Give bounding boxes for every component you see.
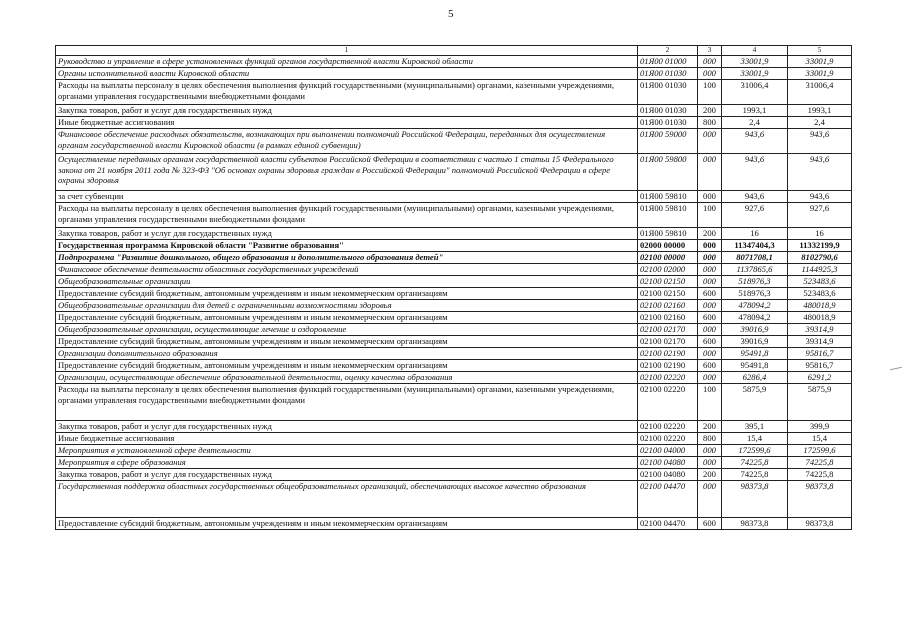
row-amount-1-cell: 478094,2 [722, 312, 788, 324]
row-code-cell: 01Я00 59810 [638, 191, 698, 203]
row-amount-1-cell: 518976,3 [722, 276, 788, 288]
row-code-cell: 02100 02150 [638, 288, 698, 300]
header-col-1: 1 [56, 46, 638, 56]
row-amount-1-cell: 478094,2 [722, 300, 788, 312]
table-row [56, 56, 852, 68]
row-amount-2-cell: 98373,8 [788, 518, 852, 530]
row-amount-2-cell: 943,6 [788, 191, 852, 203]
row-amount-1-cell: 2,4 [722, 117, 788, 129]
table-row [56, 80, 852, 105]
row-code-cell: 02100 02160 [638, 312, 698, 324]
table-row [56, 457, 852, 469]
row-name-cell: Осуществление переданных органам государственной власти субъектов Российской Федерации в соответствии с частью 1 статьи 15 Федерального закона от 21 ноября 2011 года № 323-ФЗ "Об основах охраны здоровья граждан в Российской Федерации" полномочий Российской Федерации в сфере охраны здоровья [56, 154, 638, 191]
row-amount-2-cell: 480018,9 [788, 312, 852, 324]
row-amount-1-cell: 943,6 [722, 129, 788, 154]
row-vr-cell: 000 [698, 56, 722, 68]
page-number: 5 [448, 8, 454, 20]
row-name-cell: Подпрограмма "Развитие дошкольного, общего образования и дополнительного образования детей" [56, 252, 638, 264]
row-code-cell: 02100 02190 [638, 360, 698, 372]
row-name-cell: Закупка товаров, работ и услуг для государственных нужд [56, 421, 638, 433]
row-code-cell: 01Я00 59810 [638, 228, 698, 240]
row-code-cell: 02100 02150 [638, 276, 698, 288]
row-name-cell: Организации дополнительного образования [56, 348, 638, 360]
row-vr-cell: 000 [698, 68, 722, 80]
row-code-cell: 01Я00 01030 [638, 105, 698, 117]
row-vr-cell: 200 [698, 421, 722, 433]
header-col-4: 4 [722, 46, 788, 56]
row-amount-1-cell: 518976,3 [722, 288, 788, 300]
row-code-cell: 02100 04080 [638, 457, 698, 469]
table-row [56, 252, 852, 264]
table-row [56, 481, 852, 518]
row-amount-2-cell: 8102790,6 [788, 252, 852, 264]
row-code-cell: 02100 04000 [638, 445, 698, 457]
row-amount-1-cell: 172599,6 [722, 445, 788, 457]
row-code-cell: 01Я00 01030 [638, 68, 698, 80]
row-code-cell: 01Я00 01030 [638, 80, 698, 105]
row-name-cell: Расходы на выплаты персоналу в целях обеспечения выполнения функций государственными (муниципальными) органами, казенными учреждениями, органами управления государственными внебюджетными фондами [56, 203, 638, 228]
row-amount-1-cell: 15,4 [722, 433, 788, 445]
row-name-cell: Мероприятия в сфере образования [56, 457, 638, 469]
table-row [56, 300, 852, 312]
row-amount-1-cell: 39016,9 [722, 336, 788, 348]
row-amount-1-cell: 74225,8 [722, 457, 788, 469]
row-name-cell: Государственная поддержка областных государственных общеобразовательных организаций, обеспечивающих высокое качество образования [56, 481, 638, 518]
row-amount-1-cell: 74225,8 [722, 469, 788, 481]
table-row [56, 324, 852, 336]
table-row [56, 129, 852, 154]
header-col-3: 3 [698, 46, 722, 56]
row-vr-cell: 100 [698, 384, 722, 421]
row-code-cell: 02100 02190 [638, 348, 698, 360]
row-code-cell: 02100 02170 [638, 336, 698, 348]
row-vr-cell: 000 [698, 481, 722, 518]
row-vr-cell: 800 [698, 117, 722, 129]
row-vr-cell: 600 [698, 518, 722, 530]
row-name-cell: Предоставление субсидий бюджетным, автономным учреждениям и иным некоммерческим организациям [56, 518, 638, 530]
row-amount-1-cell: 95491,8 [722, 348, 788, 360]
row-name-cell: Финансовое обеспечение расходных обязательств, возникающих при выполнении полномочий Российской Федерации, переданных для осуществления органам государственной власти Кировской области (в рамках единой субвенции) [56, 129, 638, 154]
row-code-cell: 02100 04470 [638, 518, 698, 530]
row-code-cell: 02100 00000 [638, 252, 698, 264]
table-row [56, 154, 852, 191]
row-code-cell: 02100 02220 [638, 433, 698, 445]
row-name-cell: Иные бюджетные ассигнования [56, 433, 638, 445]
row-code-cell: 01Я00 01030 [638, 117, 698, 129]
row-amount-2-cell: 172599,6 [788, 445, 852, 457]
table-row [56, 312, 852, 324]
row-amount-2-cell: 95816,7 [788, 360, 852, 372]
row-name-cell: за счет субвенции [56, 191, 638, 203]
row-amount-1-cell: 95491,8 [722, 360, 788, 372]
row-amount-1-cell: 6286,4 [722, 372, 788, 384]
row-amount-2-cell: 74225,8 [788, 457, 852, 469]
row-name-cell: Расходы на выплаты персоналу в целях обеспечения выполнения функций государственными (муниципальными) органами, казенными учреждениями, органами управления государственными внебюджетными фондами [56, 384, 638, 421]
table-row [56, 105, 852, 117]
row-name-cell: Общеобразовательные организации, осуществляющие лечение и оздоровление [56, 324, 638, 336]
row-name-cell: Предоставление субсидий бюджетным, автономным учреждениям и иным некоммерческим организациям [56, 288, 638, 300]
table-row [56, 117, 852, 129]
header-col-2: 2 [638, 46, 698, 56]
row-name-cell: Предоставление субсидий бюджетным, автономным учреждениям и иным некоммерческим организациям [56, 360, 638, 372]
row-code-cell: 02100 02220 [638, 372, 698, 384]
row-vr-cell: 600 [698, 288, 722, 300]
row-code-cell: 02100 02220 [638, 421, 698, 433]
row-amount-2-cell: 1144925,3 [788, 264, 852, 276]
row-vr-cell: 000 [698, 240, 722, 252]
row-name-cell: Мероприятия в установленной сфере деятельности [56, 445, 638, 457]
table-row [56, 191, 852, 203]
row-name-cell: Общеобразовательные организации [56, 276, 638, 288]
row-code-cell: 02100 02170 [638, 324, 698, 336]
row-code-cell: 02100 04080 [638, 469, 698, 481]
row-vr-cell: 000 [698, 300, 722, 312]
row-amount-2-cell: 2,4 [788, 117, 852, 129]
row-amount-2-cell: 33001,9 [788, 68, 852, 80]
table-row [56, 445, 852, 457]
row-amount-2-cell: 31006,4 [788, 80, 852, 105]
row-amount-2-cell: 480018,9 [788, 300, 852, 312]
row-name-cell: Расходы на выплаты персоналу в целях обеспечения выполнения функций государственными (муниципальными) органами, казенными учреждениями, органами управления государственными внебюджетными фондами [56, 80, 638, 105]
row-amount-2-cell: 6291,2 [788, 372, 852, 384]
row-amount-2-cell: 943,6 [788, 154, 852, 191]
row-code-cell: 02100 04470 [638, 481, 698, 518]
row-amount-1-cell: 5875,9 [722, 384, 788, 421]
row-name-cell: Закупка товаров, работ и услуг для государственных нужд [56, 228, 638, 240]
row-amount-2-cell: 523483,6 [788, 276, 852, 288]
row-amount-2-cell: 39314,9 [788, 336, 852, 348]
row-vr-cell: 200 [698, 105, 722, 117]
row-name-cell: Общеобразовательные организации для детей с ограниченными возможностями здоровья [56, 300, 638, 312]
row-vr-cell: 100 [698, 203, 722, 228]
row-name-cell: Закупка товаров, работ и услуг для государственных нужд [56, 105, 638, 117]
row-amount-2-cell: 39314,9 [788, 324, 852, 336]
table-row [56, 264, 852, 276]
row-name-cell: Предоставление субсидий бюджетным, автономным учреждениям и иным некоммерческим организациям [56, 336, 638, 348]
row-name-cell: Государственная программа Кировской области "Развитие образования" [56, 240, 638, 252]
row-code-cell: 01Я00 59810 [638, 203, 698, 228]
row-amount-2-cell: 98373,8 [788, 481, 852, 518]
row-amount-2-cell: 943,6 [788, 129, 852, 154]
row-vr-cell: 000 [698, 348, 722, 360]
row-amount-1-cell: 395,1 [722, 421, 788, 433]
row-amount-2-cell: 11332199,9 [788, 240, 852, 252]
table-row [56, 288, 852, 300]
row-vr-cell: 100 [698, 80, 722, 105]
row-amount-1-cell: 39016,9 [722, 324, 788, 336]
table-header-row [56, 46, 852, 56]
table-row [56, 240, 852, 252]
row-amount-2-cell: 399,9 [788, 421, 852, 433]
row-amount-1-cell: 33001,9 [722, 56, 788, 68]
row-code-cell: 02000 00000 [638, 240, 698, 252]
row-amount-1-cell: 31006,4 [722, 80, 788, 105]
row-amount-1-cell: 943,6 [722, 191, 788, 203]
row-amount-2-cell: 5875,9 [788, 384, 852, 421]
row-vr-cell: 000 [698, 252, 722, 264]
row-vr-cell: 000 [698, 324, 722, 336]
table-row [56, 469, 852, 481]
row-vr-cell: 600 [698, 312, 722, 324]
table-row [56, 348, 852, 360]
table-row [56, 433, 852, 445]
row-amount-1-cell: 33001,9 [722, 68, 788, 80]
row-vr-cell: 200 [698, 469, 722, 481]
budget-table-body [56, 46, 852, 530]
row-vr-cell: 000 [698, 264, 722, 276]
budget-table [55, 45, 852, 530]
table-row [56, 276, 852, 288]
row-vr-cell: 000 [698, 372, 722, 384]
row-vr-cell: 000 [698, 445, 722, 457]
row-amount-2-cell: 16 [788, 228, 852, 240]
header-col-5: 5 [788, 46, 852, 56]
table-row [56, 228, 852, 240]
table-row [56, 421, 852, 433]
row-code-cell: 01Я00 59000 [638, 129, 698, 154]
row-amount-2-cell: 523483,6 [788, 288, 852, 300]
row-amount-2-cell: 927,6 [788, 203, 852, 228]
table-row [56, 203, 852, 228]
row-vr-cell: 800 [698, 433, 722, 445]
row-name-cell: Руководство и управление в сфере установленных функций органов государственной власти Кировской области [56, 56, 638, 68]
row-name-cell: Органы исполнительной власти Кировской области [56, 68, 638, 80]
row-amount-1-cell: 98373,8 [722, 481, 788, 518]
row-code-cell: 02100 02220 [638, 384, 698, 421]
row-name-cell: Финансовое обеспечение деятельности областных государственных учреждений [56, 264, 638, 276]
row-amount-1-cell: 943,6 [722, 154, 788, 191]
row-vr-cell: 000 [698, 191, 722, 203]
row-amount-1-cell: 1137865,6 [722, 264, 788, 276]
table-row [56, 384, 852, 421]
row-amount-1-cell: 98373,8 [722, 518, 788, 530]
row-vr-cell: 000 [698, 154, 722, 191]
row-vr-cell: 600 [698, 336, 722, 348]
row-code-cell: 01Я00 59800 [638, 154, 698, 191]
row-vr-cell: 000 [698, 129, 722, 154]
table-row [56, 360, 852, 372]
row-code-cell: 02100 02160 [638, 300, 698, 312]
table-row [56, 68, 852, 80]
row-vr-cell: 200 [698, 228, 722, 240]
row-amount-1-cell: 8071708,1 [722, 252, 788, 264]
table-row [56, 372, 852, 384]
row-vr-cell: 000 [698, 457, 722, 469]
row-vr-cell: 000 [698, 276, 722, 288]
row-amount-2-cell: 33001,9 [788, 56, 852, 68]
margin-mark [890, 367, 902, 370]
row-amount-1-cell: 11347404,3 [722, 240, 788, 252]
row-amount-1-cell: 927,6 [722, 203, 788, 228]
row-name-cell: Закупка товаров, работ и услуг для государственных нужд [56, 469, 638, 481]
row-amount-2-cell: 1993,1 [788, 105, 852, 117]
row-vr-cell: 600 [698, 360, 722, 372]
table-row [56, 336, 852, 348]
row-name-cell: Иные бюджетные ассигнования [56, 117, 638, 129]
row-amount-2-cell: 74225,8 [788, 469, 852, 481]
row-amount-1-cell: 1993,1 [722, 105, 788, 117]
row-name-cell: Предоставление субсидий бюджетным, автономным учреждениям и иным некоммерческим организациям [56, 312, 638, 324]
row-amount-1-cell: 16 [722, 228, 788, 240]
row-name-cell: Организации, осуществляющие обеспечение образовательной деятельности, оценку качества образования [56, 372, 638, 384]
table-row [56, 518, 852, 530]
row-amount-2-cell: 95816,7 [788, 348, 852, 360]
row-amount-2-cell: 15,4 [788, 433, 852, 445]
row-code-cell: 02100 02000 [638, 264, 698, 276]
row-code-cell: 01Я00 01000 [638, 56, 698, 68]
